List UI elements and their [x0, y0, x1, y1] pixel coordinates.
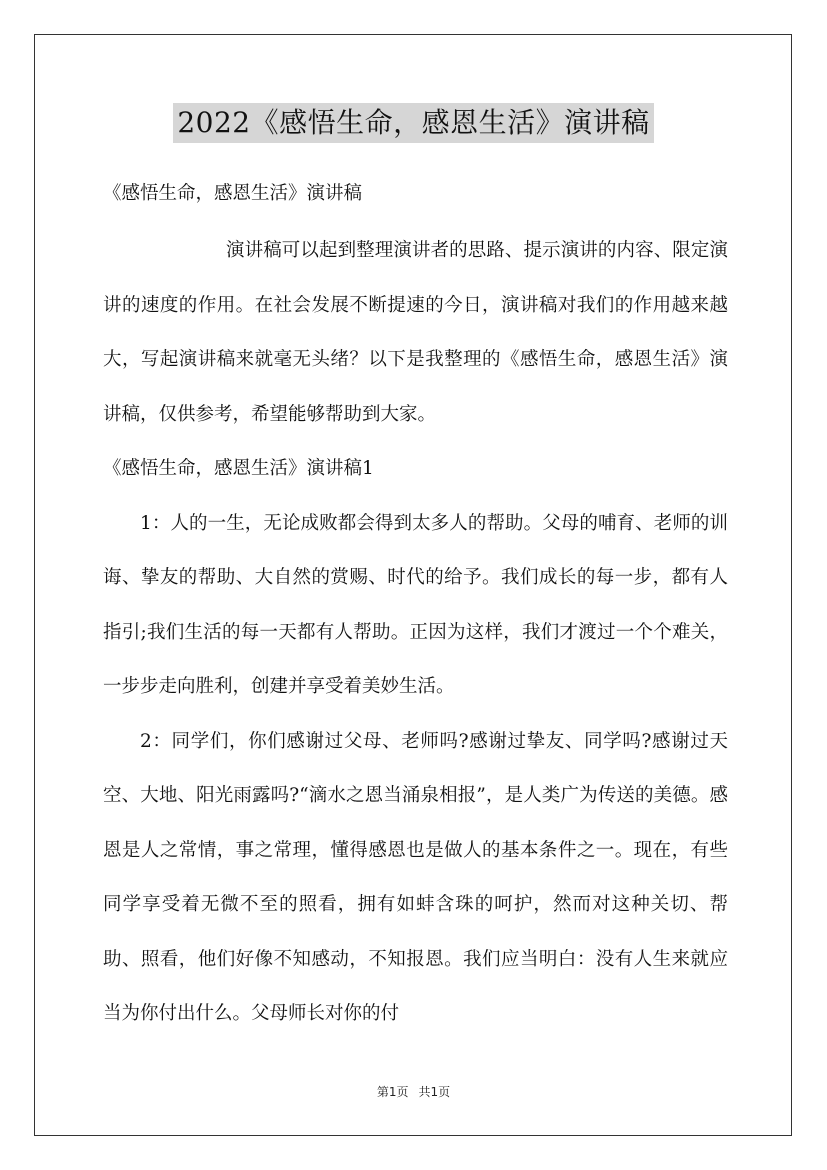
page-total: 共1页	[418, 1085, 451, 1099]
intro-paragraph: 演讲稿可以起到整理演讲者的思路、提示演讲的内容、限定演讲的速度的作用。在社会发展不断提速的今日，演讲稿对我们的作用越来越大，写起演讲稿来就毫无头绪？以下是我整理的《感悟生命，感恩生活》演讲稿，仅供参考，希望能够帮助到大家。	[103, 240, 728, 425]
document-body	[103, 176, 728, 1042]
title-container	[0, 103, 827, 143]
document-title: 2022《感悟生命，感恩生活》演讲稿	[173, 103, 653, 143]
section-heading: 《感悟生命，感恩生活》演讲稿1	[103, 458, 374, 479]
page-number: 第1页	[376, 1085, 409, 1099]
body-paragraph-1: 1：人的一生，无论成败都会得到太多人的帮助。父母的哺育、老师的训诲、挚友的帮助、大自然的赏赐、时代的给予。我们成长的每一步，都有人指引;我们生活的每一天都有人帮助。正因为这样，我们才渡过一个个难关，一步步走向胜利，创建并享受着美妙生活。	[103, 512, 728, 697]
document-subtitle: 《感悟生命，感恩生活》演讲稿	[103, 183, 363, 204]
body-paragraph-2: 2：同学们，你们感谢过父母、老师吗?感谢过挚友、同学吗?感谢过天空、大地、阳光雨露吗?“滴水之恩当涌泉相报”，是人类广为传送的美德。感恩是人之常情，事之常理，懂得感恩也是做人的基本条件之一。现在，有些同学享受着无微不至的照看，拥有如蚌含珠的呵护，然而对这种关切、帮助、照看，他们好像不知感动，不知报恩。我们应当明白：没有人生来就应当为你付出什么。父母师长对你的付	[103, 730, 728, 1024]
page-footer	[0, 1083, 827, 1100]
